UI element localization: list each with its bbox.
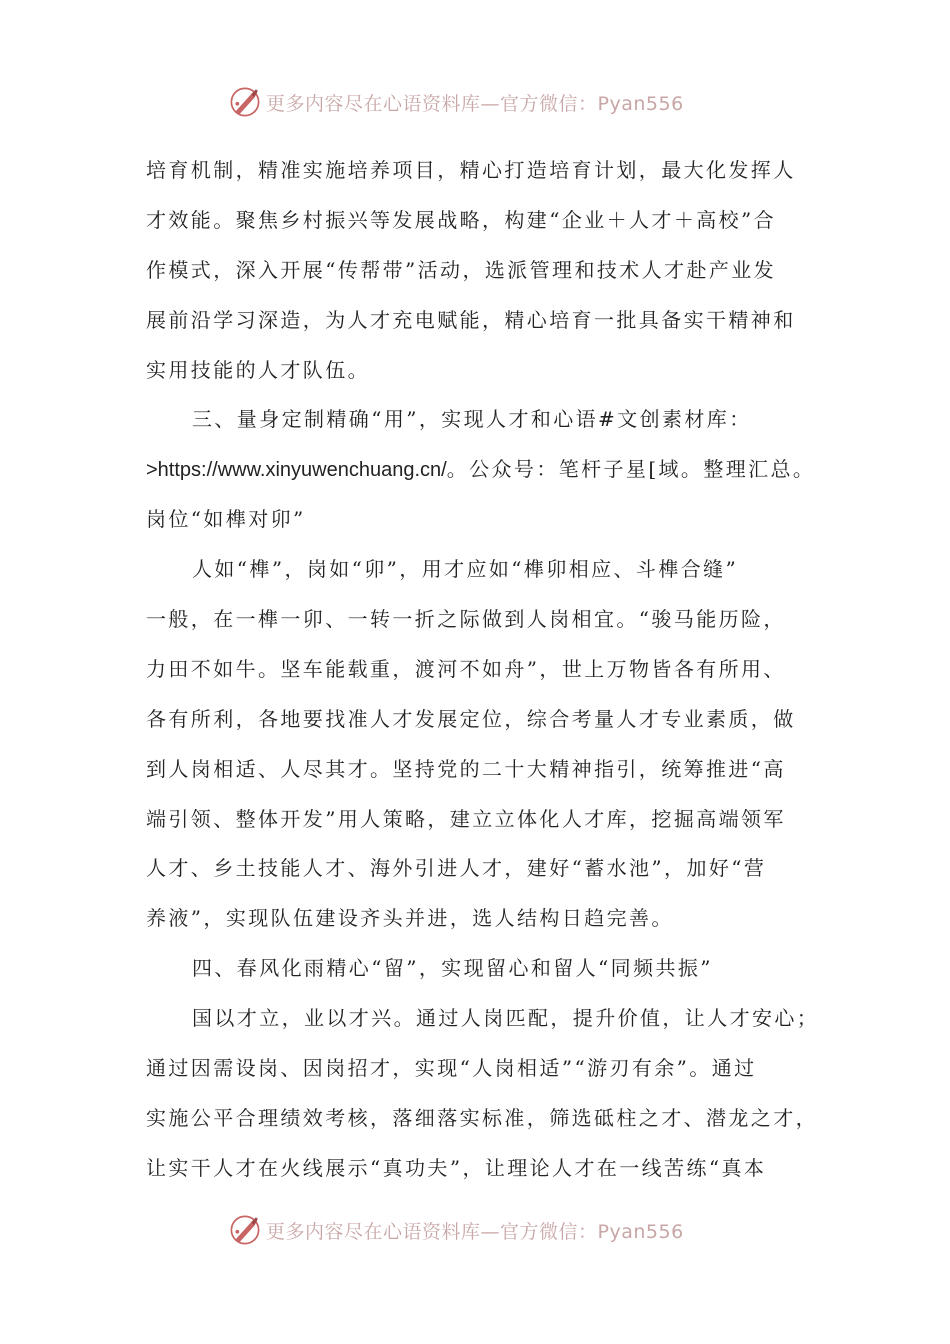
- watermark-wechat-id: Pyan556: [597, 92, 684, 115]
- body-line: 作模式，深入开展“传帮带”活动，选派管理和技术人才赴产业发: [146, 257, 777, 282]
- watermark-brand: 更多内容尽在心语资料库: [266, 92, 481, 115]
- header-watermark: [0, 82, 950, 122]
- body-line: 养液”，实现队伍建设齐头并进，选人结构日趋完善。: [146, 906, 674, 931]
- footer-watermark: [0, 1210, 950, 1250]
- body-line: 展前沿学习深造，为人才充电赋能，精心培育一批具备实干精神和: [146, 307, 796, 332]
- body-line: 各有所利，各地要找准人才发展定位，综合考量人才专业素质，做: [146, 706, 796, 731]
- body-line: 岗位“如榫对卯”: [146, 507, 306, 532]
- body-line: 力田不如牛。坚车能载重，渡河不如舟”，世上万物皆各有所用、: [146, 656, 786, 681]
- pen-logo-icon: [228, 1213, 262, 1247]
- body-line: 人才、乡土技能人才、海外引进人才，建好“蓄水池”，加好“营: [146, 856, 767, 881]
- body-line: 实施公平合理绩效考核，落细落实标准，筛选砥柱之才、潜龙之才，: [146, 1105, 818, 1130]
- section-heading-4: 四、春风化雨精心“留”，实现留心和留人“同频共振”: [192, 956, 713, 981]
- watermark-wechat-label: 官方微信：: [500, 1220, 598, 1243]
- paragraph-start: 国以才立，业以才兴。通过人岗匹配，提升价值，让人才安心；: [192, 1006, 820, 1031]
- body-line: 实用技能的人才队伍。: [146, 357, 370, 382]
- watermark-wechat-id: Pyan556: [597, 1220, 684, 1243]
- watermark-text: [266, 89, 684, 116]
- watermark-dash: —: [480, 1220, 501, 1243]
- source-note: 。公众号：笔杆子星[域。整理汇总。: [446, 457, 816, 482]
- watermark-text: [266, 1217, 684, 1244]
- body-line: 培育机制，精准实施培养项目，精心打造培育计划，最大化发挥人: [146, 158, 796, 182]
- watermark-brand: 更多内容尽在心语资料库: [266, 1220, 481, 1243]
- body-line: 一般，在一榫一卯、一转一折之际做到人岗相宜。“骏马能历险，: [146, 607, 786, 632]
- body-line-url: [146, 449, 836, 499]
- body-line: 到人岗相适、人尽其才。坚持党的二十大精神指引，统筹推进“高: [146, 756, 786, 781]
- paragraph-start: 人如“榫”，岗如“卯”，用才应如“榫卯相应、斗榫合缝”: [192, 557, 739, 582]
- watermark-wechat-label: 官方微信：: [500, 92, 598, 115]
- watermark-dash: —: [480, 92, 501, 115]
- document-body: [146, 150, 836, 1198]
- source-url: >https://www.xinyuwenchuang.cn/: [146, 459, 447, 482]
- section-heading-3: 三、量身定制精确“用”，实现人才和心语#文创素材库：: [192, 407, 752, 432]
- body-line: 端引领、整体开发”用人策略，建立立体化人才库，挖掘高端领军: [146, 806, 786, 831]
- body-line: 让实干人才在火线展示“真功夫”，让理论人才在一线苦练“真本: [146, 1155, 767, 1180]
- pen-logo-icon: [228, 85, 262, 119]
- body-line: 通过因需设岗、因岗招才，实现“人岗相适”“游刃有余”。通过: [146, 1056, 757, 1081]
- body-line: 才效能。聚焦乡村振兴等发展战略，构建“企业＋人才＋高校”合: [146, 207, 777, 232]
